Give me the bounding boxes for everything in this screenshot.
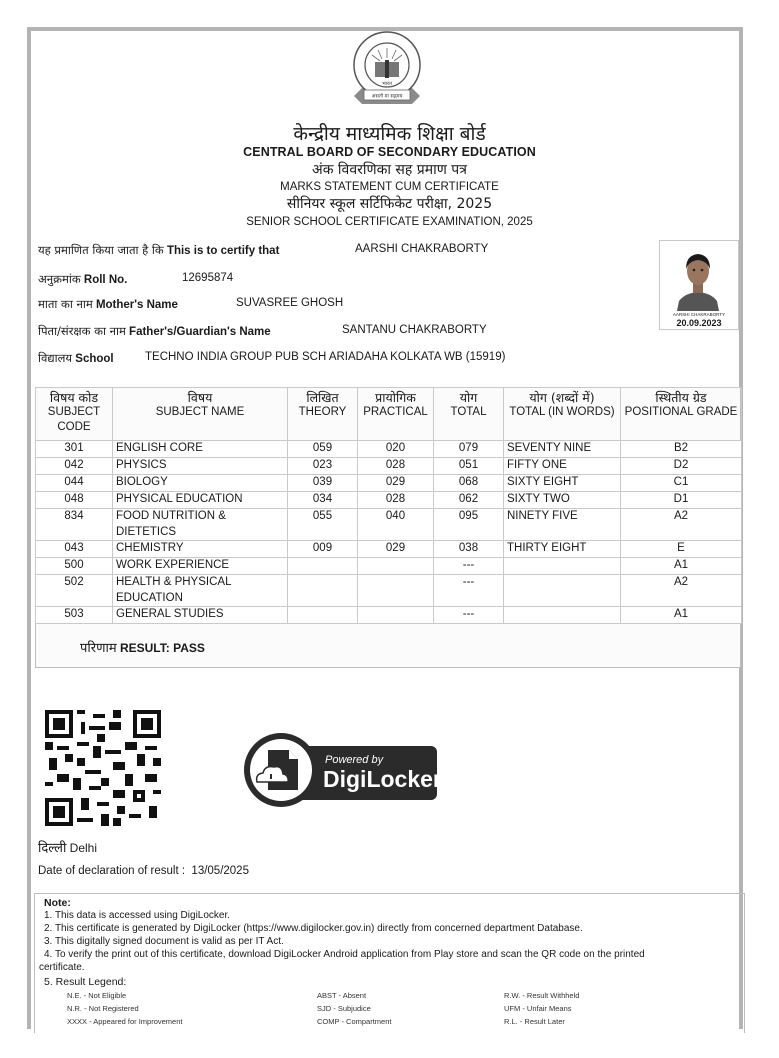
table-row: [36, 475, 742, 492]
note-item: 1. This data is accessed using DigiLocker.: [44, 910, 231, 921]
theory-marks: [288, 575, 358, 607]
school-label-hindi: विद्यालय: [38, 351, 73, 365]
svg-text:असतो मा सद्गमय: असतो मा सद्गमय: [371, 93, 403, 100]
subject-code: 503: [36, 607, 113, 624]
candidate-name-row: [38, 243, 489, 258]
subject-code: 301: [36, 441, 113, 458]
practical-marks: 028: [358, 492, 434, 509]
legend-item: XXXX - Appeared for Improvement: [67, 1017, 183, 1026]
theory-marks: 039: [288, 475, 358, 492]
total-marks: ---: [434, 575, 504, 607]
total-marks: 068: [434, 475, 504, 492]
subject-code: 043: [36, 541, 113, 558]
total-marks: 038: [434, 541, 504, 558]
svg-text:भारत: भारत: [382, 81, 392, 87]
total-marks: 095: [434, 509, 504, 541]
subject-code: 048: [36, 492, 113, 509]
note-item: 2. This certificate is generated by DigiLocker (https://www.digilocker.gov.in) directly from concerned department Database.: [44, 923, 583, 934]
col-header-practical: प्रायोगिक PRACTICAL: [358, 388, 434, 441]
certify-label-hindi: यह प्रमाणित किया जाता है कि: [38, 243, 164, 257]
positional-grade: A2: [621, 575, 742, 607]
total-marks: ---: [434, 558, 504, 575]
place-english: Delhi: [69, 841, 98, 855]
theory-marks: 055: [288, 509, 358, 541]
note-item: 5. Result Legend:: [44, 976, 127, 988]
subject-name: BIOLOGY: [113, 475, 288, 492]
mother-name-row: [38, 297, 344, 312]
theory-marks: [288, 607, 358, 624]
subject-code: 042: [36, 458, 113, 475]
declaration-line: [38, 865, 249, 877]
notes-title: Note:: [44, 897, 71, 909]
subject-name: PHYSICAL EDUCATION: [113, 492, 288, 509]
total-in-words: THIRTY EIGHT: [504, 541, 621, 558]
note-item: certificate.: [39, 962, 85, 973]
subject-name: ENGLISH CORE: [113, 441, 288, 458]
roll-no-row: [38, 272, 234, 287]
table-row: [36, 492, 742, 509]
theory-marks: [288, 558, 358, 575]
result-line: [80, 638, 205, 656]
school-row: [38, 351, 506, 366]
col-header-code: विषय कोड SUBJECT CODE: [36, 388, 113, 441]
result-label: RESULT:: [119, 641, 170, 655]
positional-grade: C1: [621, 475, 742, 492]
result-label-hindi: परिणाम: [80, 641, 117, 656]
doc-title-hindi: अंक विवरणिका सह प्रमाण पत्र: [312, 162, 467, 178]
father-name: SANTANU CHAKRABORTY: [342, 324, 487, 336]
subject-name: WORK EXPERIENCE: [113, 558, 288, 575]
digilocker-brand: DigiLocker: [323, 766, 442, 792]
subject-name: GENERAL STUDIES: [113, 607, 288, 624]
subject-name: FOOD NUTRITION & DIETETICS: [113, 509, 288, 541]
total-marks: 062: [434, 492, 504, 509]
subject-code: 502: [36, 575, 113, 607]
practical-marks: 040: [358, 509, 434, 541]
table-row: [36, 607, 742, 624]
col-header-total: योग TOTAL: [434, 388, 504, 441]
mother-label: Mother's Name: [95, 299, 178, 311]
col-header-total-words: योग (शब्दों में) TOTAL (IN WORDS): [504, 388, 621, 441]
table-header-row: [36, 388, 742, 441]
board-name-hindi: केन्द्रीय माध्यमिक शिक्षा बोर्ड: [293, 123, 486, 145]
roll-no: 12695874: [182, 272, 234, 284]
legend-item: UFM - Unfair Means: [504, 1004, 572, 1013]
place-hindi: दिल्ली: [38, 841, 67, 856]
positional-grade: E: [621, 541, 742, 558]
table-row: [36, 509, 742, 541]
note-item: 4. To verify the print out of this certificate, download DigiLocker Android application from Play store and scan the QR code on the printed: [44, 949, 645, 960]
theory-marks: 034: [288, 492, 358, 509]
legend-item: N.R. - Not Registered: [67, 1004, 139, 1013]
legend-item: SJD - Subjudice: [317, 1004, 371, 1013]
board-name-english: CENTRAL BOARD OF SECONDARY EDUCATION: [243, 145, 536, 159]
positional-grade: B2: [621, 441, 742, 458]
practical-marks: [358, 575, 434, 607]
candidate-photo: [659, 240, 739, 330]
candidate-name: AARSHI CHAKRABORTY: [355, 243, 489, 255]
note-item: 3. This digitally signed document is valid as per IT Act.: [44, 936, 284, 947]
digilocker-badge[interactable]: [243, 732, 442, 808]
legend-item: R.W. - Result Withheld: [504, 991, 580, 1000]
legend-item: COMP - Compartment: [317, 1017, 392, 1026]
table-row: [36, 575, 742, 607]
practical-marks: 028: [358, 458, 434, 475]
total-in-words: FIFTY ONE: [504, 458, 621, 475]
col-header-theory: लिखित THEORY: [288, 388, 358, 441]
total-marks: 079: [434, 441, 504, 458]
subject-name: PHYSICS: [113, 458, 288, 475]
cbse-emblem-icon: [348, 30, 426, 120]
photo-caption-name: AARSHI CHAKRABORTY: [672, 312, 726, 317]
exam-title-english: SENIOR SCHOOL CERTIFICATE EXAMINATION, 2025: [246, 216, 533, 228]
col-header-grade: स्थितीय ग्रेड POSITIONAL GRADE: [621, 388, 742, 441]
certify-label: This is to certify that: [166, 245, 280, 257]
subject-code: 500: [36, 558, 113, 575]
practical-marks: 029: [358, 541, 434, 558]
result-value: PASS: [173, 641, 205, 655]
practical-marks: [358, 607, 434, 624]
theory-marks: 009: [288, 541, 358, 558]
school-name: TECHNO INDIA GROUP PUB SCH ARIADAHA KOLKATA WB (15919): [145, 351, 506, 363]
table-row: [36, 541, 742, 558]
mother-label-hindi: माता का नाम: [38, 297, 93, 311]
total-marks: ---: [434, 607, 504, 624]
legend-item: ABST - Absent: [317, 991, 367, 1000]
total-in-words: [504, 558, 621, 575]
practical-marks: 029: [358, 475, 434, 492]
exam-title-hindi: सीनियर स्कूल सर्टिफिकेट परीक्षा, 2025: [286, 196, 493, 212]
legend-item: R.L. - Result Later: [504, 1017, 565, 1026]
subject-code: 834: [36, 509, 113, 541]
subject-name: HEALTH & PHYSICAL EDUCATION: [113, 575, 288, 607]
positional-grade: A1: [621, 607, 742, 624]
roll-label: Roll No.: [83, 274, 128, 286]
total-in-words: SIXTY TWO: [504, 492, 621, 509]
roll-label-hindi: अनुक्रमांक: [38, 272, 81, 286]
declaration-label: Date of declaration of result :: [38, 865, 186, 877]
practical-marks: 020: [358, 441, 434, 458]
marks-table: [35, 387, 742, 624]
total-in-words: NINETY FIVE: [504, 509, 621, 541]
positional-grade: D1: [621, 492, 742, 509]
table-row: [36, 558, 742, 575]
total-in-words: SEVENTY NINE: [504, 441, 621, 458]
total-in-words: [504, 607, 621, 624]
legend-item: N.E. - Not Eligible: [67, 991, 127, 1000]
total-in-words: SIXTY EIGHT: [504, 475, 621, 492]
father-label-hindi: पिता/संरक्षक का नाम: [38, 324, 126, 338]
table-row: [36, 441, 742, 458]
col-header-subject: विषय SUBJECT NAME: [113, 388, 288, 441]
positional-grade: A1: [621, 558, 742, 575]
total-marks: 051: [434, 458, 504, 475]
total-in-words: [504, 575, 621, 607]
school-label: School: [75, 353, 114, 365]
person-photo-icon: [677, 245, 719, 311]
positional-grade: A2: [621, 509, 742, 541]
mother-name: SUVASREE GHOSH: [236, 297, 344, 309]
father-label: Father's/Guardian's Name: [129, 326, 271, 338]
father-name-row: [38, 324, 487, 339]
declaration-date: 13/05/2025: [191, 865, 249, 877]
practical-marks: [358, 558, 434, 575]
positional-grade: D2: [621, 458, 742, 475]
subject-name: CHEMISTRY: [113, 541, 288, 558]
photo-caption-date: 20.09.2023: [676, 318, 722, 328]
qr-code-icon[interactable]: [45, 710, 161, 826]
table-row: [36, 458, 742, 475]
doc-title-english: MARKS STATEMENT CUM CERTIFICATE: [280, 181, 499, 193]
subject-code: 044: [36, 475, 113, 492]
digilocker-powered-by: Powered by: [325, 754, 384, 766]
theory-marks: 023: [288, 458, 358, 475]
theory-marks: 059: [288, 441, 358, 458]
place-line: [38, 838, 97, 856]
